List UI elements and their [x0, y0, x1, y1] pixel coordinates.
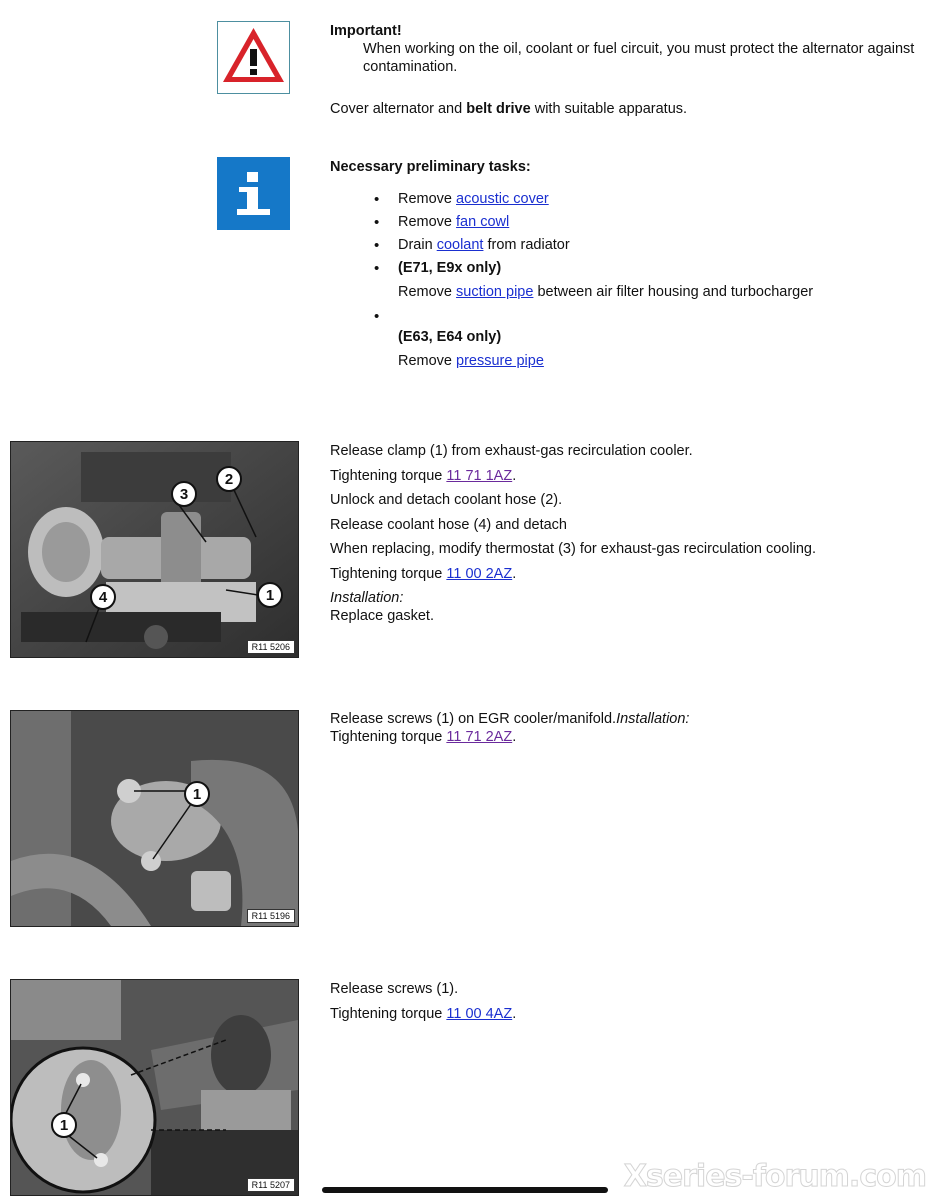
installation-label: Installation: — [330, 590, 404, 606]
model-condition: (E71, E9x only) — [398, 260, 502, 276]
callout-4: 4 — [98, 589, 108, 606]
task-text: Remove — [398, 353, 457, 369]
torque-label: Tightening torque — [330, 467, 447, 484]
warning-title: Important! — [330, 23, 402, 39]
torque-line: Tightening torque 11 00 4AZ. — [330, 1005, 517, 1022]
installation-label: Installation: — [616, 711, 690, 727]
torque-link-11-00-2az[interactable]: 11 00 2AZ — [446, 565, 513, 582]
callout-1: 1 — [192, 786, 202, 803]
warning-icon — [217, 21, 290, 94]
torque-line: Tightening torque 11 00 2AZ. — [330, 565, 517, 582]
warning-note — [330, 22, 925, 76]
turbo-clamp-photo — [10, 979, 299, 1196]
torque-line: Tightening torque 11 71 1AZ. — [330, 467, 517, 484]
task-text-end: between air filter housing and turbocharger — [533, 284, 814, 300]
list-item — [374, 188, 813, 211]
watermark-logo: Xseries-forum.com — [623, 1159, 926, 1194]
torque-line: Tightening torque 11 71 2AZ. — [330, 729, 517, 745]
model-condition: (E63, E64 only) — [398, 329, 502, 345]
coolant-link[interactable]: coolant — [436, 237, 484, 253]
torque-label: Tightening torque — [330, 565, 447, 582]
task-text: Remove — [398, 191, 457, 207]
suction-pipe-link[interactable]: suction pipe — [456, 284, 534, 300]
list-item — [374, 211, 813, 234]
instruction-line: Replace gasket. — [330, 608, 434, 624]
task-text: Remove — [398, 214, 457, 230]
callout-1: 1 — [59, 1117, 69, 1134]
task-text: Drain — [398, 237, 437, 253]
step3-instructions — [330, 977, 925, 1026]
acoustic-cover-link[interactable]: acoustic cover — [456, 191, 549, 207]
task-text: Remove — [398, 284, 457, 300]
egr-manifold-photo — [10, 710, 299, 927]
info-icon — [217, 157, 290, 230]
list-item — [374, 234, 813, 257]
home-indicator[interactable] — [322, 1187, 608, 1193]
list-item — [374, 305, 813, 374]
torque-link-11-71-1az[interactable]: 11 71 1AZ — [446, 467, 513, 484]
task-text-end: from radiator — [483, 237, 570, 253]
image-code: R11 5206 — [247, 640, 295, 654]
callout-2: 2 — [224, 471, 234, 488]
cover-text: Cover alternator and — [330, 101, 467, 117]
instruction-line: When replacing, modify thermostat (3) for exhaust-gas recirculation cooling. — [330, 541, 816, 557]
torque-label: Tightening torque — [330, 1005, 447, 1022]
egr-cooler-photo — [10, 441, 299, 658]
image-code: R11 5207 — [247, 1178, 295, 1192]
cover-text-end: with suitable apparatus. — [530, 101, 688, 117]
step2-instructions — [330, 710, 925, 746]
image-code: R11 5196 — [247, 909, 295, 923]
warning-body: When working on the oil, coolant or fuel circuit, you must protect the alternator against contamination. — [363, 41, 915, 75]
instruction-line: Unlock and detach coolant hose (2). — [330, 492, 563, 508]
pressure-pipe-link[interactable]: pressure pipe — [456, 353, 544, 369]
instruction-line: Release screws (1) on EGR cooler/manifold. — [330, 711, 617, 727]
step1-instructions — [330, 439, 925, 625]
torque-link-11-71-2az[interactable]: 11 71 2AZ — [446, 729, 513, 745]
list-item — [374, 257, 813, 305]
prelim-title: Necessary preliminary tasks: — [330, 159, 531, 175]
instruction-line: Release coolant hose (4) and detach — [330, 516, 567, 533]
prelim-task-list — [374, 188, 813, 374]
cover-bold-text: belt drive — [466, 101, 531, 117]
torque-label: Tightening torque — [330, 729, 447, 745]
callout-3: 3 — [179, 486, 189, 503]
torque-link-11-00-4az[interactable]: 11 00 4AZ — [446, 1005, 513, 1022]
instruction-line: Release clamp (1) from exhaust-gas recirculation cooler. — [330, 443, 693, 459]
instruction-line: Release screws (1). — [330, 981, 459, 997]
callout-1: 1 — [265, 587, 275, 604]
fan-cowl-link[interactable]: fan cowl — [456, 214, 510, 230]
cover-instruction — [330, 100, 687, 118]
